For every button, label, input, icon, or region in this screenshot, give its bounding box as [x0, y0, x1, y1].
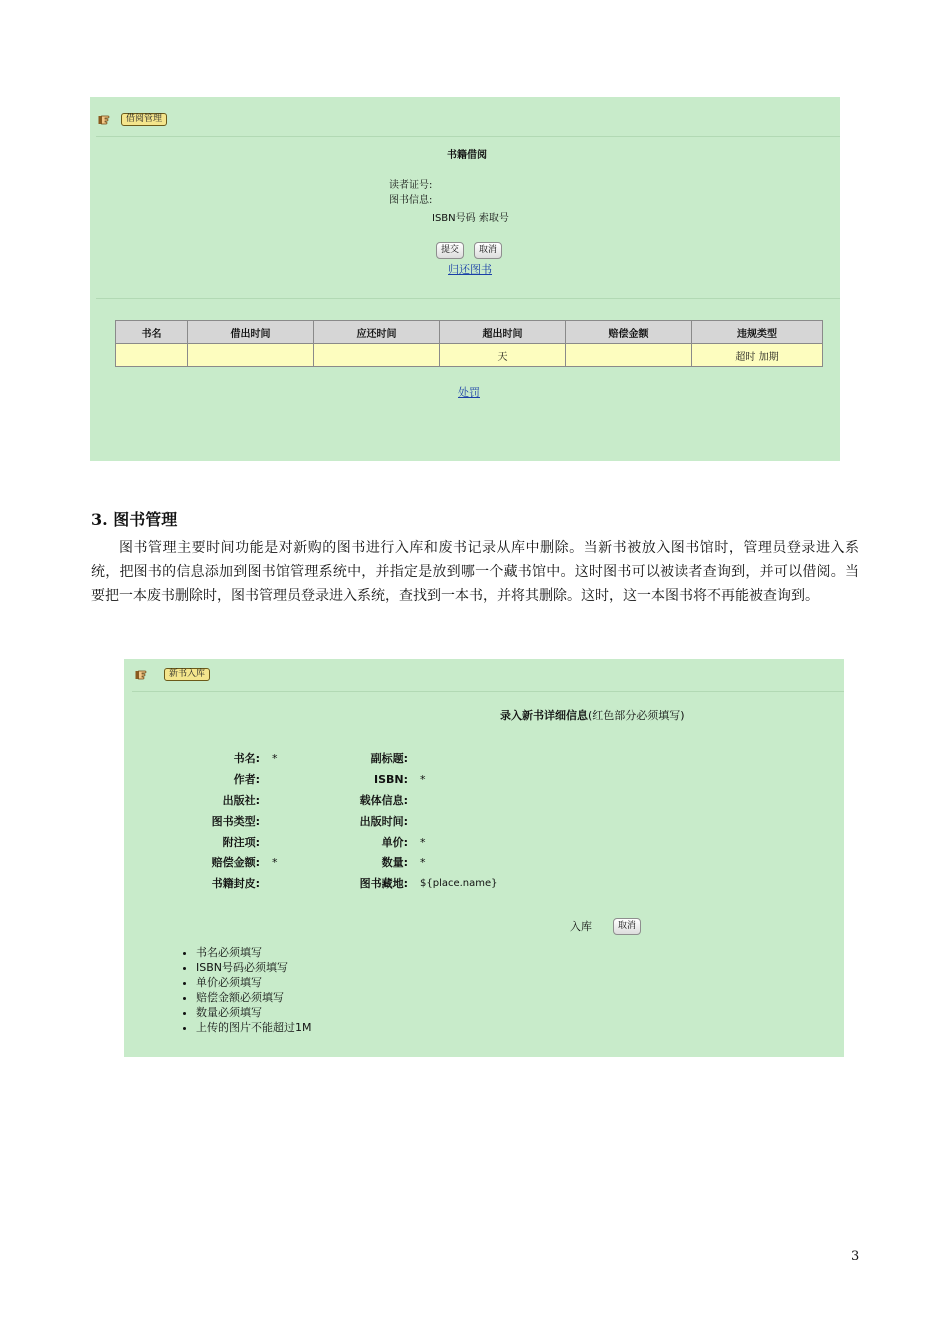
- title-label: 书名:: [233, 752, 260, 765]
- form-title: [500, 709, 685, 722]
- divider: [96, 298, 840, 299]
- form-title-main: 录入新书详细信息: [500, 709, 588, 722]
- table-cell: 超时 加期: [692, 344, 823, 367]
- table-header-row: [116, 321, 823, 344]
- notes-label: 附注项:: [222, 836, 260, 849]
- table-row: [116, 344, 823, 367]
- required-mark: *: [420, 836, 426, 849]
- reader-id-label: 读者证号:: [389, 180, 433, 191]
- list-item: • ISBN号码必须填写: [196, 960, 312, 975]
- newbook-panel: [124, 659, 844, 1057]
- stock-in-button[interactable]: 入库: [570, 920, 592, 933]
- borrow-panel: [90, 97, 840, 461]
- penalty-link[interactable]: 处罚: [458, 386, 480, 399]
- section-paragraph: 图书管理主要时间功能是对新购的图书进行入库和废书记录从库中删除。当新书被放入图书馆时，管理员登录进入系统，把图书的信息添加到图书馆管理系统中，并指定是放到哪一个藏书馆中。这时图书可以被读者查询到，并可以借阅。当要把一本废书删除时，图书管理员登录进入系统，查找到一本书，并将其删除。这时，这一本图书将不再能被查询到。: [91, 540, 859, 604]
- location-value: ${place.name}: [420, 878, 498, 889]
- location-label: 图书藏地:: [359, 877, 408, 890]
- submit-button[interactable]: 提交: [436, 242, 464, 259]
- cancel-button[interactable]: 取消: [613, 918, 641, 935]
- required-mark: *: [420, 856, 426, 869]
- cover-label: 书籍封皮:: [211, 877, 260, 890]
- breadcrumb[interactable]: 新书入库: [164, 668, 210, 681]
- breadcrumb[interactable]: 借阅管理: [121, 113, 167, 126]
- column-header: 赔偿金额: [566, 321, 692, 344]
- book-info-label: 图书信息:: [389, 195, 433, 206]
- form-title-note: (红色部分必须填写): [588, 709, 685, 722]
- required-mark: *: [272, 856, 278, 869]
- author-label: 作者:: [233, 773, 260, 786]
- column-header: 书名: [116, 321, 188, 344]
- table-cell: [566, 344, 692, 367]
- list-item: • 单价必须填写: [196, 975, 312, 990]
- publish-time-label: 出版时间:: [359, 815, 408, 828]
- column-header: 违规类型: [692, 321, 823, 344]
- table-cell: [314, 344, 440, 367]
- list-item: • 上传的图片不能超过1M: [196, 1020, 312, 1035]
- isbn-callno-label: ISBN号码 索取号: [432, 213, 509, 224]
- divider: [96, 136, 840, 137]
- divider: [132, 691, 844, 692]
- list-item: • 赔偿金额必须填写: [196, 990, 312, 1005]
- price-label: 单价:: [381, 836, 408, 849]
- list-item: • 书名必须填写: [196, 945, 312, 960]
- return-book-link[interactable]: 归还图书: [448, 263, 492, 276]
- isbn-label: ISBN:: [373, 773, 408, 786]
- section-heading: 3. 图书管理: [91, 510, 178, 529]
- table-cell: 天: [440, 344, 566, 367]
- form-title: 书籍借阅: [447, 150, 487, 161]
- validation-tips: [184, 945, 312, 1035]
- page-number: 3: [851, 1249, 860, 1264]
- subtitle-label: 副标题:: [370, 752, 408, 765]
- table-cell: [116, 344, 188, 367]
- column-header: 应还时间: [314, 321, 440, 344]
- pointing-hand-icon: [98, 114, 110, 125]
- book-type-label: 图书类型:: [211, 815, 260, 828]
- cancel-button[interactable]: 取消: [474, 242, 502, 259]
- column-header: 超出时间: [440, 321, 566, 344]
- table-cell: [188, 344, 314, 367]
- required-mark: *: [272, 752, 278, 765]
- required-mark: *: [420, 773, 426, 786]
- column-header: 借出时间: [188, 321, 314, 344]
- publisher-label: 出版社:: [222, 794, 260, 807]
- carrier-info-label: 载体信息:: [359, 794, 408, 807]
- pointing-hand-icon: [135, 669, 147, 680]
- penalty-table: [115, 320, 823, 367]
- list-item: • 数量必须填写: [196, 1005, 312, 1020]
- compensation-label: 赔偿金额:: [211, 856, 260, 869]
- quantity-label: 数量:: [381, 856, 408, 869]
